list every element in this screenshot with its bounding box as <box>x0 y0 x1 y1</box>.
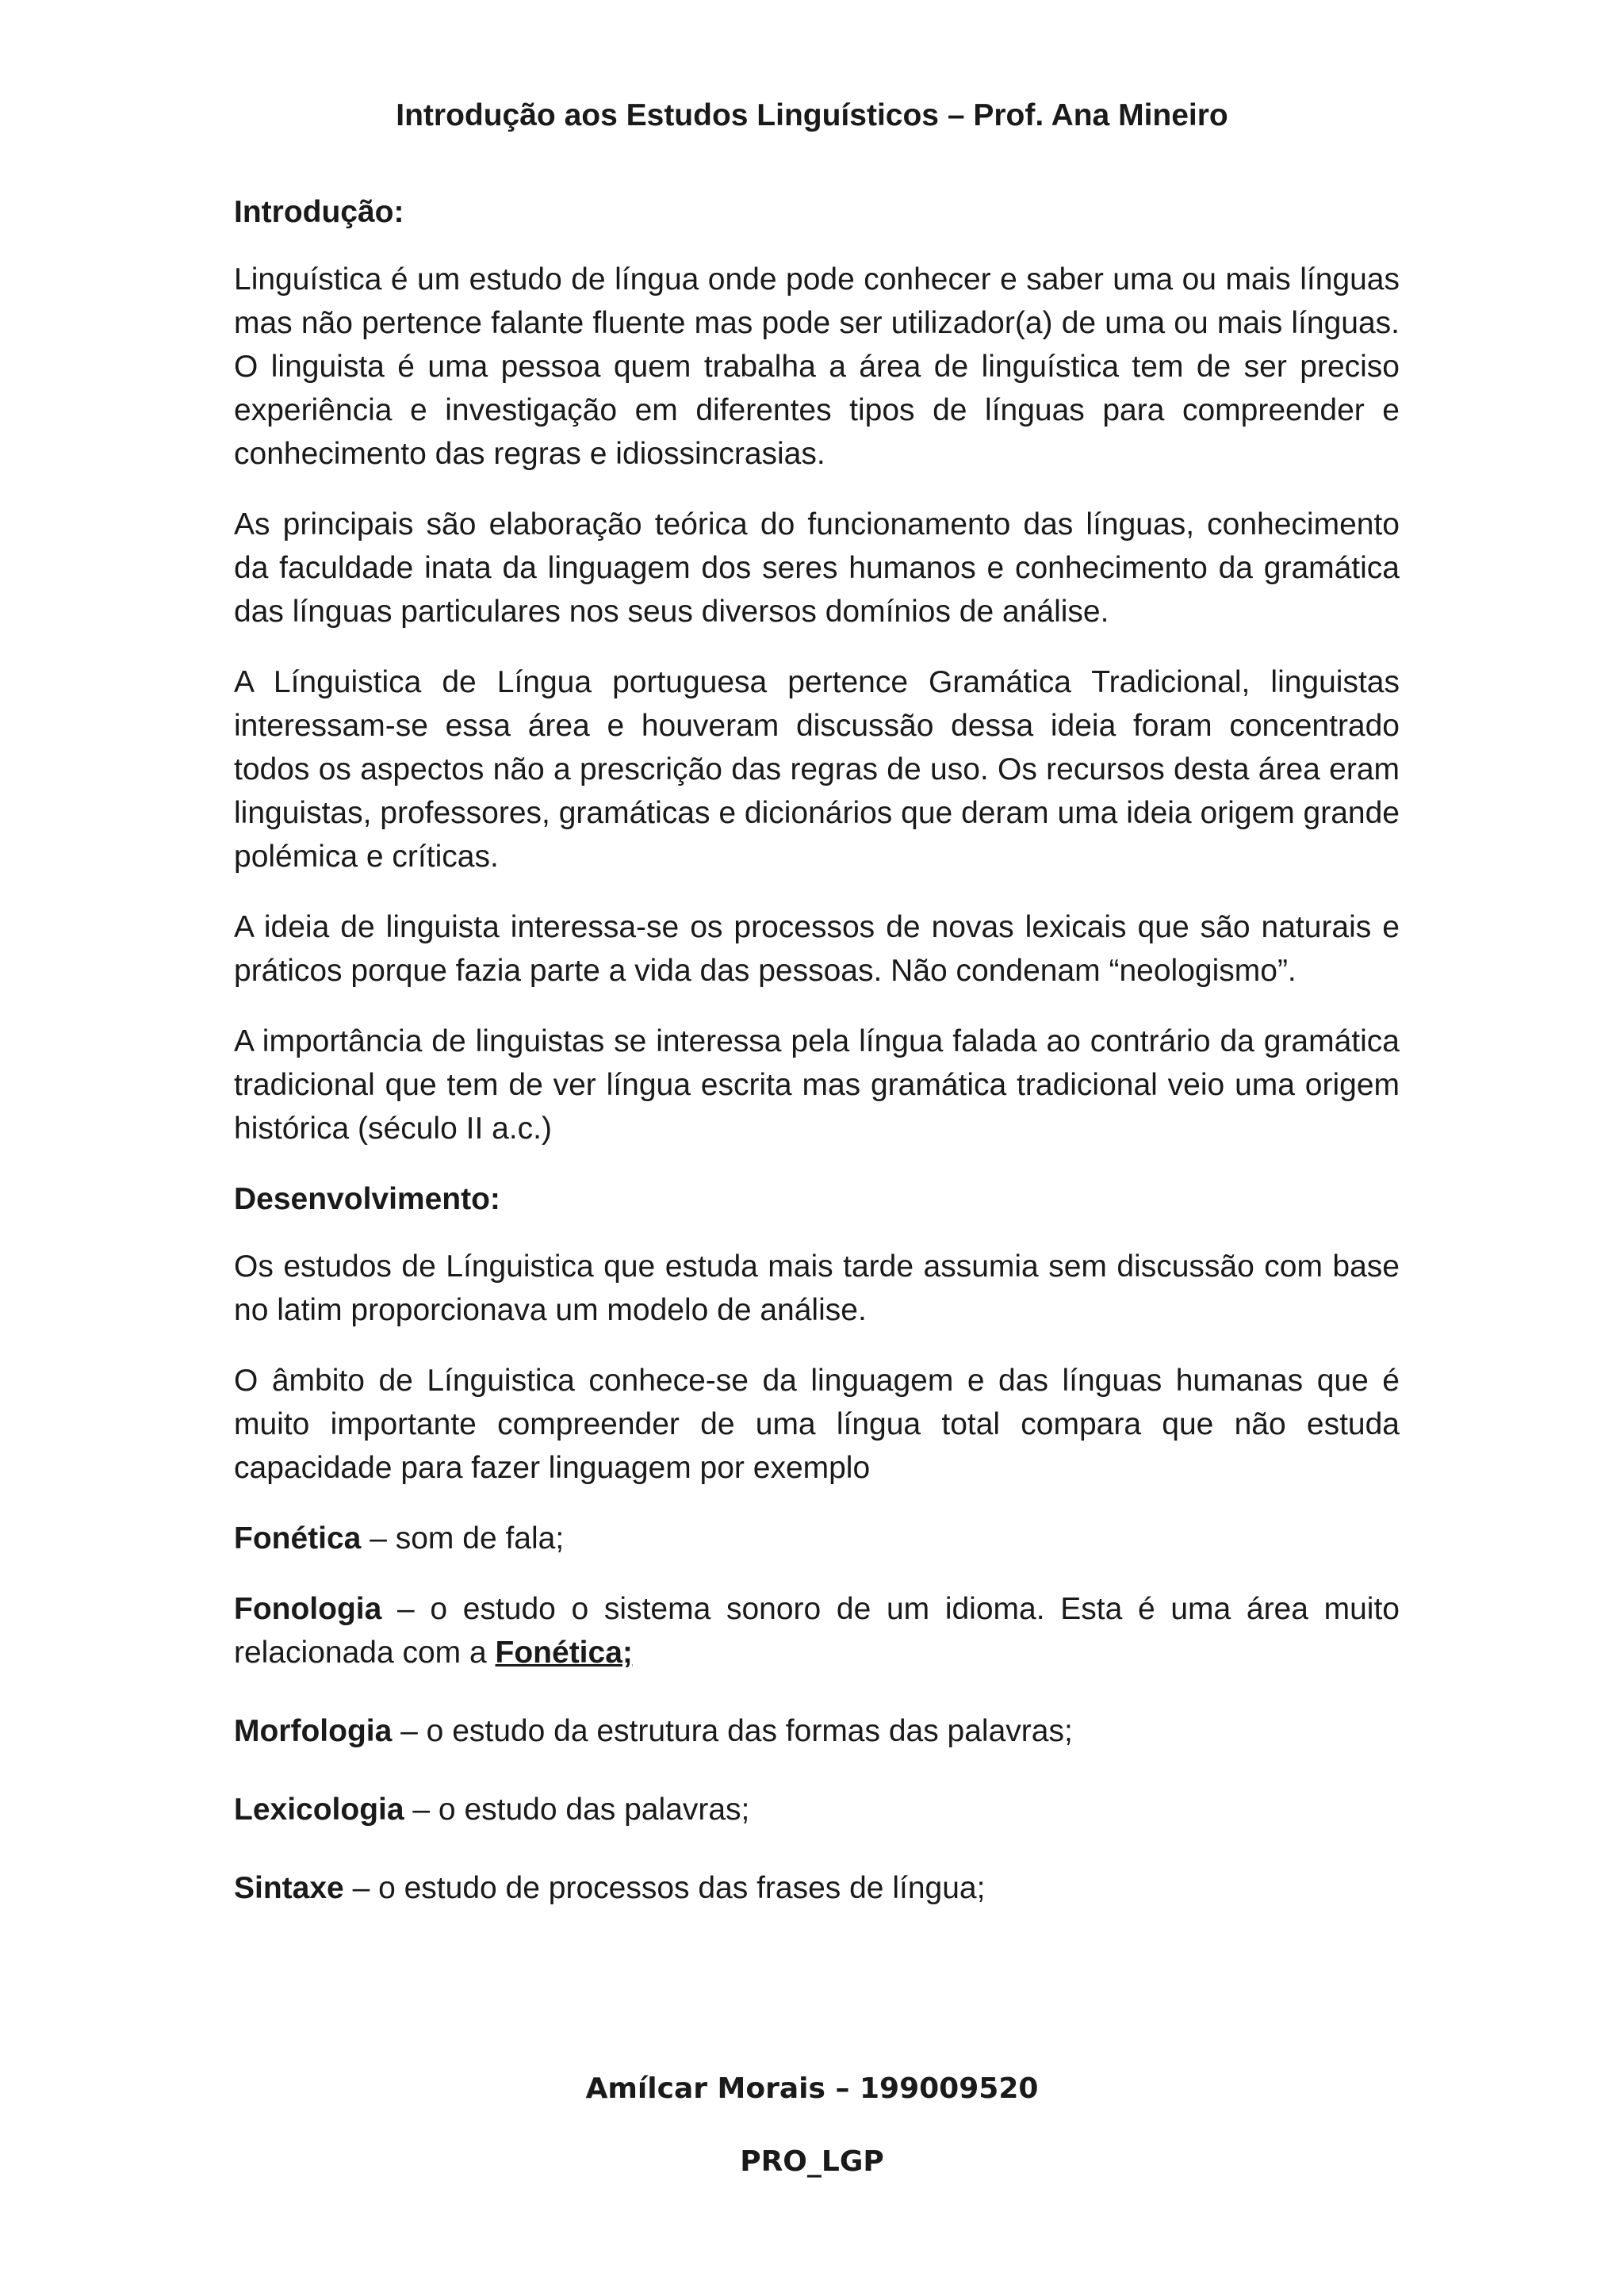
term-description: – o estudo das palavras; <box>404 1793 750 1827</box>
intro-paragraph: A Línguistica de Língua portuguesa pertence Gramática Tradicional, linguistas interessam-se essa área e houveram discussão dessa ideia foram concentrado todos os aspectos não a prescrição das regras de uso. Os recursos desta área eram linguistas, professores, gramáticas e dicionários que deram uma ideia origem grande polémica e críticas. <box>234 665 1400 874</box>
section-heading-desenvolvimento: Desenvolvimento: <box>234 1182 500 1216</box>
intro-paragraph: As principais são elaboração teórica do funcionamento das línguas, conhecimento da faculdade inata da linguagem dos seres humanos e conhecimento da gramática das línguas particulares nos seus diversos domínios de análise. <box>234 507 1400 629</box>
term-name: Morfologia <box>234 1714 393 1748</box>
term-name: Fonologia <box>234 1592 382 1626</box>
document-body <box>234 190 1400 1937</box>
term-definition-lexicologia <box>234 1788 1400 1831</box>
term-definition-fonetica <box>234 1517 1400 1560</box>
development-paragraph: Os estudos de Línguistica que estuda mais tarde assumia sem discussão com base no latim proporcionava um modelo de análise. <box>234 1249 1400 1327</box>
footer-author: Amílcar Morais – 199009520 <box>585 2072 1039 2105</box>
document-title: Introdução aos Estudos Linguísticos – Prof. Ana Mineiro <box>396 98 1228 132</box>
term-name: Fonética <box>234 1521 362 1556</box>
term-reference: Fonética; <box>495 1636 633 1670</box>
development-paragraph: O âmbito de Línguistica conhece-se da linguagem e das línguas humanas que é muito importante compreender de uma língua total compara que não estuda capacidade para fazer linguagem por exemplo <box>234 1364 1400 1485</box>
intro-paragraph: A importância de linguistas se interessa pela língua falada ao contrário da gramática tradicional que tem de ver língua escrita mas gramática tradicional veio uma origem histórica (século II a.c.) <box>234 1024 1400 1146</box>
intro-paragraph: Linguística é um estudo de língua onde pode conhecer e saber uma ou mais línguas mas não pertence falante fluente mas pode ser utilizador(a) de uma ou mais línguas. O linguista é uma pessoa quem trabalha a área de linguística tem de ser preciso experiência e investigação em diferentes tipos de línguas para compreender e conhecimento das regras e idiossincrasias. <box>234 262 1400 471</box>
term-description: – o estudo o sistema sonoro de um idioma. Esta é uma área muito relacionada com a <box>234 1592 1400 1670</box>
intro-paragraph: A ideia de linguista interessa-se os processos de novas lexicais que são naturais e práticos porque fazia parte a vida das pessoas. Não condenam “neologismo”. <box>234 910 1400 988</box>
term-description: – o estudo de processos das frases de língua; <box>343 1871 986 1905</box>
footer-course-code: PRO_LGP <box>740 2145 884 2178</box>
term-definition-sintaxe <box>234 1866 1400 1910</box>
term-definition-fonologia <box>234 1587 1400 1674</box>
term-description: – o estudo da estrutura das formas das palavras; <box>392 1714 1073 1748</box>
section-heading-introducao: Introdução: <box>234 195 404 229</box>
term-description: – som de fala; <box>361 1521 565 1556</box>
term-name: Lexicologia <box>234 1793 404 1827</box>
term-name: Sintaxe <box>234 1871 344 1905</box>
term-definition-morfologia <box>234 1709 1400 1753</box>
